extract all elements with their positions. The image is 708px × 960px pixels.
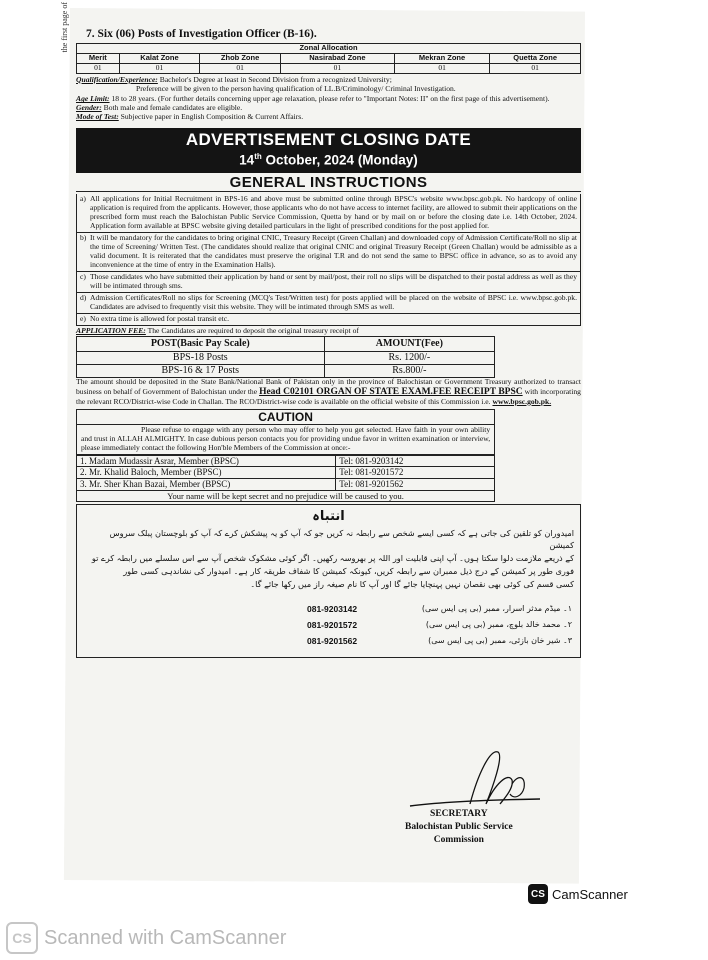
closing-date-banner	[76, 128, 581, 172]
scanned-watermark-text: Scanned with CamScanner	[44, 926, 287, 949]
urdu-member: ۳۔ شیر خان بازئی، ممبر (بی پی ایس سی)	[428, 635, 572, 645]
instruction-label: b)	[80, 233, 87, 243]
caution-body	[76, 424, 495, 455]
member-entry	[77, 478, 336, 490]
fee-col-post: POST(Basic Pay Scale)	[77, 336, 325, 351]
instruction-label: c)	[80, 272, 86, 282]
instruction-label: e)	[80, 313, 86, 323]
closing-date	[76, 152, 581, 168]
application-fee	[76, 327, 581, 336]
deposit-head: Head C02101 ORGAN OF STATE EXAM.FEE RECEIPT BPSC	[259, 386, 523, 397]
zone-merit: Merit	[77, 53, 120, 63]
member-no: 3.	[80, 478, 87, 489]
member-entry	[77, 467, 336, 479]
test-text: Subjective paper in English Composition & Current Affairs.	[120, 112, 304, 122]
preference: Preference will be given to the person having qualification of LL.B/Criminology/ Criminal Investigation.	[136, 83, 456, 93]
caution-heading: CAUTION	[76, 409, 495, 424]
member-name: Mr. Sher Khan Bazai, Member (BPSC)	[89, 478, 231, 489]
table-row	[77, 455, 495, 467]
urdu-phones	[307, 601, 357, 649]
zone-value-row	[77, 63, 581, 73]
allocation-zhob: 01	[200, 63, 281, 73]
instruction-label: d)	[80, 293, 87, 303]
member-tel: Tel: 081-9201572	[336, 467, 495, 479]
camscanner-icon: CS	[528, 884, 548, 904]
urdu-line: فوری طور پر کمیشن کے درج ذیل ممبران سے رابطہ کریں، کیونکہ کمیشن کا شفاف طریقہ کار ہے۔ امیدوار کی نشاندہی کسی طور	[123, 565, 574, 576]
table-row	[77, 364, 495, 377]
age-text: 18 to 28 years. (For further details concerning upper age relaxation, please refer to "Important Notes: II" on the first page of this advertisement).	[111, 94, 550, 104]
deposit-site: www.bpsc.gob.pk.	[492, 396, 552, 406]
urdu-member: ۱۔ میڈم مدثر اسرار، ممبر (بی پی ایس سی)	[421, 603, 572, 613]
member-entry	[77, 455, 336, 467]
qualification-text: Bachelor's Degree at least in Second Division from a recognized University;	[159, 74, 392, 84]
gender-text: Both male and female candidates are eligible.	[103, 103, 243, 113]
instruction-label: a)	[80, 194, 86, 204]
post-title	[86, 28, 581, 42]
allocation-nasirabad: 01	[280, 63, 394, 73]
instruction-text: Those candidates who have submitted their application by hand or sent by mail/post, their roll no slips will be dispatched to their postal address as well as they will be intimated through sms.	[90, 272, 577, 291]
table-row	[77, 478, 495, 490]
allocation-kalat: 01	[119, 63, 200, 73]
fee-amount: Rs.800/-	[324, 364, 495, 377]
member-name: Madam Mudassir Asrar, Member (BPSC)	[89, 455, 239, 466]
caution-text: Please refuse to engage with any person who may offer to help you get selected. Have faith in your own ability and trust in ALLAH ALMIGHTY. In case dubious person contacts you for providing undue favor in written examination or interview, please immediately contact the following Hon'ble Members of the Commission at once:-	[81, 424, 491, 452]
closing-suffix: th	[254, 152, 262, 162]
allocation-quetta: 01	[490, 63, 581, 73]
urdu-caution-box	[76, 504, 581, 658]
table-row	[77, 351, 495, 364]
fee-label: APPLICATION FEE:	[76, 325, 146, 335]
member-tel: Tel: 081-9203142	[336, 455, 495, 467]
instructions-list	[76, 194, 581, 325]
edge-note: the first page of	[60, 2, 69, 53]
member-name: Mr. Khalid Baloch, Member (BPSC)	[89, 467, 222, 478]
urdu-phone: 081-9201572	[307, 619, 358, 630]
general-instructions-heading: GENERAL INSTRUCTIONS	[76, 174, 581, 193]
closing-date-rest: October, 2024 (Monday)	[261, 152, 418, 168]
mode-of-test	[76, 113, 581, 122]
document-content	[76, 28, 581, 658]
urdu-line: کسی قسم کی کوئی بھی نقصان نہیں پہنچایا جائے گا اور آپ کا نام صیغہ راز میں رکھا جائے گا۔	[250, 578, 574, 589]
table-row	[77, 467, 495, 479]
member-tel: Tel: 081-9201562	[336, 478, 495, 490]
caution-section	[76, 409, 495, 502]
age-label: Age Limit:	[76, 94, 110, 104]
post-title-text: Six (06) Posts of Investigation Officer (B-16).	[97, 28, 317, 40]
zone-quetta: Quetta Zone	[490, 53, 581, 63]
zone-nasirabad: Nasirabad Zone	[280, 53, 394, 63]
fee-post: BPS-16 & 17 Posts	[77, 364, 325, 377]
instruction-text: Admission Certificates/Roll no slips for Screening (MCQ's Test/Written test) for posts applied will be placed on the website of BPSC i.e. www.bpsc.gob.pk. Candidates are advised to frequently visit this website. They will be intimated through SMS as well.	[90, 293, 577, 311]
signature-org2: Commission	[433, 834, 484, 845]
qualification-label: Qualification/Experience:	[76, 74, 158, 84]
fee-post: BPS-18 Posts	[77, 351, 325, 364]
zonal-heading: Zonal Allocation	[77, 43, 581, 53]
urdu-line: کے ذریعے ملازمت دلوا سکتا ہوں۔ آپ اپنی قابلیت اور اللہ پر بھروسہ رکھیں۔ اگر کوئی مشکوک شخص آپ سے اس سلسلے میں رابطہ کرے تو	[91, 553, 574, 564]
allocation-mekran: 01	[394, 63, 489, 73]
instruction-item	[77, 194, 580, 232]
deposit-text-a: The amount should be deposited in the State Bank/National Bank of Pakistan only in the province of Balochistan or Government Treasury authorized to transact business on behalf of Government of Balochistan under the	[76, 376, 581, 396]
zonal-allocation-table	[76, 43, 581, 74]
fee-amount: Rs. 1200/-	[324, 351, 495, 364]
camscanner-badge	[528, 884, 628, 904]
test-label: Mode of Test:	[76, 112, 119, 122]
allocation-merit: 01	[77, 63, 120, 73]
urdu-phone: 081-9203142	[307, 603, 358, 614]
signature-block	[405, 808, 513, 846]
urdu-title: انتباہ	[312, 508, 345, 524]
caution-footer: Your name will be kept secret and no prejudice will be caused to you.	[76, 491, 495, 502]
urdu-line: امیدوران کو تلقین کی جاتی ہے کہ کسی ایسے شخص سے رابطہ نہ کریں جو کہ آپ کو یہ پیشکش کرے کہ آپ کو بلوچستان پبلک سروس کمیشن	[109, 527, 574, 551]
zone-zhob: Zhob Zone	[200, 53, 281, 63]
signature-org: Balochistan Public Service	[405, 821, 513, 832]
deposit-text-b: with incorporating the relevant RCO/District-wise Code in Challan. The RCO/District-wise code is available on the official website of this Commission i.e.	[76, 386, 581, 406]
urdu-phone: 081-9201562	[307, 635, 358, 646]
deposit-note	[76, 378, 581, 407]
fee-table	[76, 336, 495, 378]
closing-day: 14	[239, 152, 255, 168]
scanned-watermark	[6, 922, 286, 954]
instruction-item	[77, 232, 580, 271]
zone-mekran: Mekran Zone	[394, 53, 489, 63]
post-number: 7.	[86, 28, 95, 40]
instruction-text: All applications for Initial Recruitment in BPS-16 and above must be submitted online through BPSC's website www.bpsc.gob.pk. No hardcopy of online application is required from the applicants. However, those applicants who do not have access to internet facility, are allowed to submit their applications on the prescribed form must reach the Balochistan Public Service Commission, Quetta by hand or by mail on or before the closing date i.e. 14th October, 2024. Application form available at BPSC website giving detailed particulars in the light of prescribed conditions for the post applied for.	[90, 194, 577, 231]
urdu-members	[422, 601, 572, 649]
instruction-text: It will be mandatory for the candidates to bring original CNIC, Treasury Receipt (Green Challan) and downloaded copy of Admission Certificate/Roll no slip at the time of Screening/ Written Test. (The candidates should realize that original CNIC and original Treasury Receipt (Green Challan) would be admissible as a valid document. It is reiterated that the candidates must preserve the original T.R and do not send the same to BPSC office in advance, so as to avoid any inconvenience at the time of entry in the Examination Halls).	[90, 233, 577, 270]
closing-heading: ADVERTISEMENT CLOSING DATE	[185, 130, 472, 150]
instruction-text: No extra time is allowed for postal transit etc.	[90, 313, 229, 323]
member-no: 2.	[80, 467, 87, 478]
urdu-member: ۲۔ محمد خالد بلوچ، ممبر (بی پی ایس سی)	[425, 619, 572, 629]
signature-title: SECRETARY	[430, 809, 488, 819]
gender-label: Gender:	[76, 103, 102, 113]
instruction-item	[77, 313, 580, 325]
zone-header-row	[77, 53, 581, 63]
members-table	[76, 455, 495, 491]
camscanner-watermark-icon: CS	[6, 922, 38, 954]
instruction-item	[77, 271, 580, 292]
signature-scribble	[400, 744, 550, 814]
zone-kalat: Kalat Zone	[119, 53, 200, 63]
member-no: 1.	[80, 455, 87, 466]
instruction-item	[77, 292, 580, 313]
camscanner-label: CamScanner	[552, 886, 628, 902]
fee-col-amount: AMOUNT(Fee)	[324, 336, 495, 351]
fee-intro: The Candidates are required to deposit the original treasury receipt of	[147, 325, 359, 335]
